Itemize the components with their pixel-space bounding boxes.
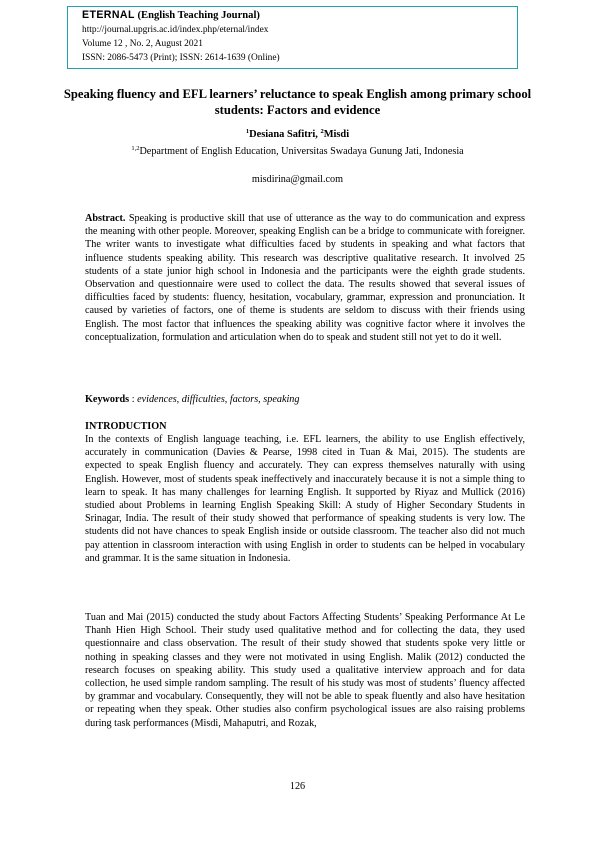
introduction-heading: INTRODUCTION [85,421,167,432]
page-number: 126 [289,781,306,792]
author2-superscript: 2 [320,128,324,135]
author-affiliation [0,145,595,158]
keywords [85,393,525,406]
abstract-text: Speaking is productive skill that use of utterance as the way to do communication and express the meaning with other people. Moreover, speaking English can be a bridge to communicate with foreigner. The writer wants to investigate what difficulties faced by students in speaking and what factors that influence students speaking ability. This research was descriptive qualitative research. It involved 25 students of a state junior high school in Indonesia and the participants were the eighth grade students. Observation and questionnaire were used to collect the data. The results showed that several issues of difficulties faced by students: fluency, hesitation, vocabulary, grammar, expression and pronunciation. It caused by varieties of factors, one of theme is students are seldom to discuss with their friends using English. The most factor that influences the speaking ability was cognitive factor where it involves the conceptualization, formulation and articulation when do to speak and student still not yet to do it well. [85,213,525,343]
article-authors [0,128,595,141]
author1-superscript: 1 [245,128,250,135]
journal-brand: ETERNAL [82,9,135,21]
author2-name: Misdi [323,129,350,140]
keywords-values: evidences, difficulties, factors, speaking [137,394,300,405]
article-title: Speaking fluency and EFL learners’ reluctance to speak English among primary school students: Factors and evidence [63,87,532,117]
affiliation-superscript: 1,2 [131,145,140,152]
introduction-paragraph-1: In the contexts of English language teaching, i.e. EFL learners, the ability to use English effectively, accurately in communication (Davies & Pearse, 1998 cited in Tuan & Mai, 2015). The students are expected to speak English fluency and accurately. They can express themselves naturally with using English. However, most of students speak ineffectively and inaccurately because it is not a simple thing to learn to speak. It has many challenges for learning English. It supported by Riyaz and Mullick (2016) studied about Problems in learning English Speaking Skill: A study of Higher Secondary Students in Srinagar, India. The result of their study showed that performance of speaking students is very low. The students did not have chances to speak English inside or outside classroom. The teacher also did not much pay attention in classroom interaction with using English in order to students can be helped in vocabulary and grammar. It is the same situation in Indonesia. [85,434,525,564]
affiliation-text: Department of English Education, Universitas Swadaya Gunung Jati, Indonesia [139,146,464,157]
journal-volume: Volume 12 , No. 2, August 2021 [82,39,203,49]
author-email[interactable]: misdirina@gmail.com [251,174,344,185]
journal-url[interactable]: http://journal.upgris.ac.id/index.php/eternal/index [82,25,269,35]
author1-name: Desiana Safitri, [249,129,321,140]
keywords-separator: : [129,394,138,405]
introduction-paragraph-2: Tuan and Mai (2015) conducted the study about Factors Affecting Students’ Speaking Performance At Le Thanh Hien High School. Their study used qualitative method and for collecting the data, they used questionnaire and class observation. The result of their study showed that students spoke very little or nothing in speaking classes and they were not motivated in using English. Malik (2012) conducted the research focuses on speaking ability. This study used a qualitative interview approach and for data collection, he used simple random sampling. The result of his study was most of students’ fluency affected by grammar and vocabulary. Consequently, they will not be able to speak fluently and also have hesitation or repeating when they speak. Other studies also confirm psychological issues are also raising problems during task performances (Misdi, Mahaputri, and Rozak, [85,612,525,729]
journal-issn: ISSN: 2086-5473 (Print); ISSN: 2614-1639 (Online) [82,53,280,63]
journal-name [82,9,260,22]
abstract [85,212,525,344]
keywords-label: Keywords [85,394,130,405]
journal-subtitle: (English Teaching Journal) [134,10,260,21]
abstract-label: Abstract. [85,213,126,224]
